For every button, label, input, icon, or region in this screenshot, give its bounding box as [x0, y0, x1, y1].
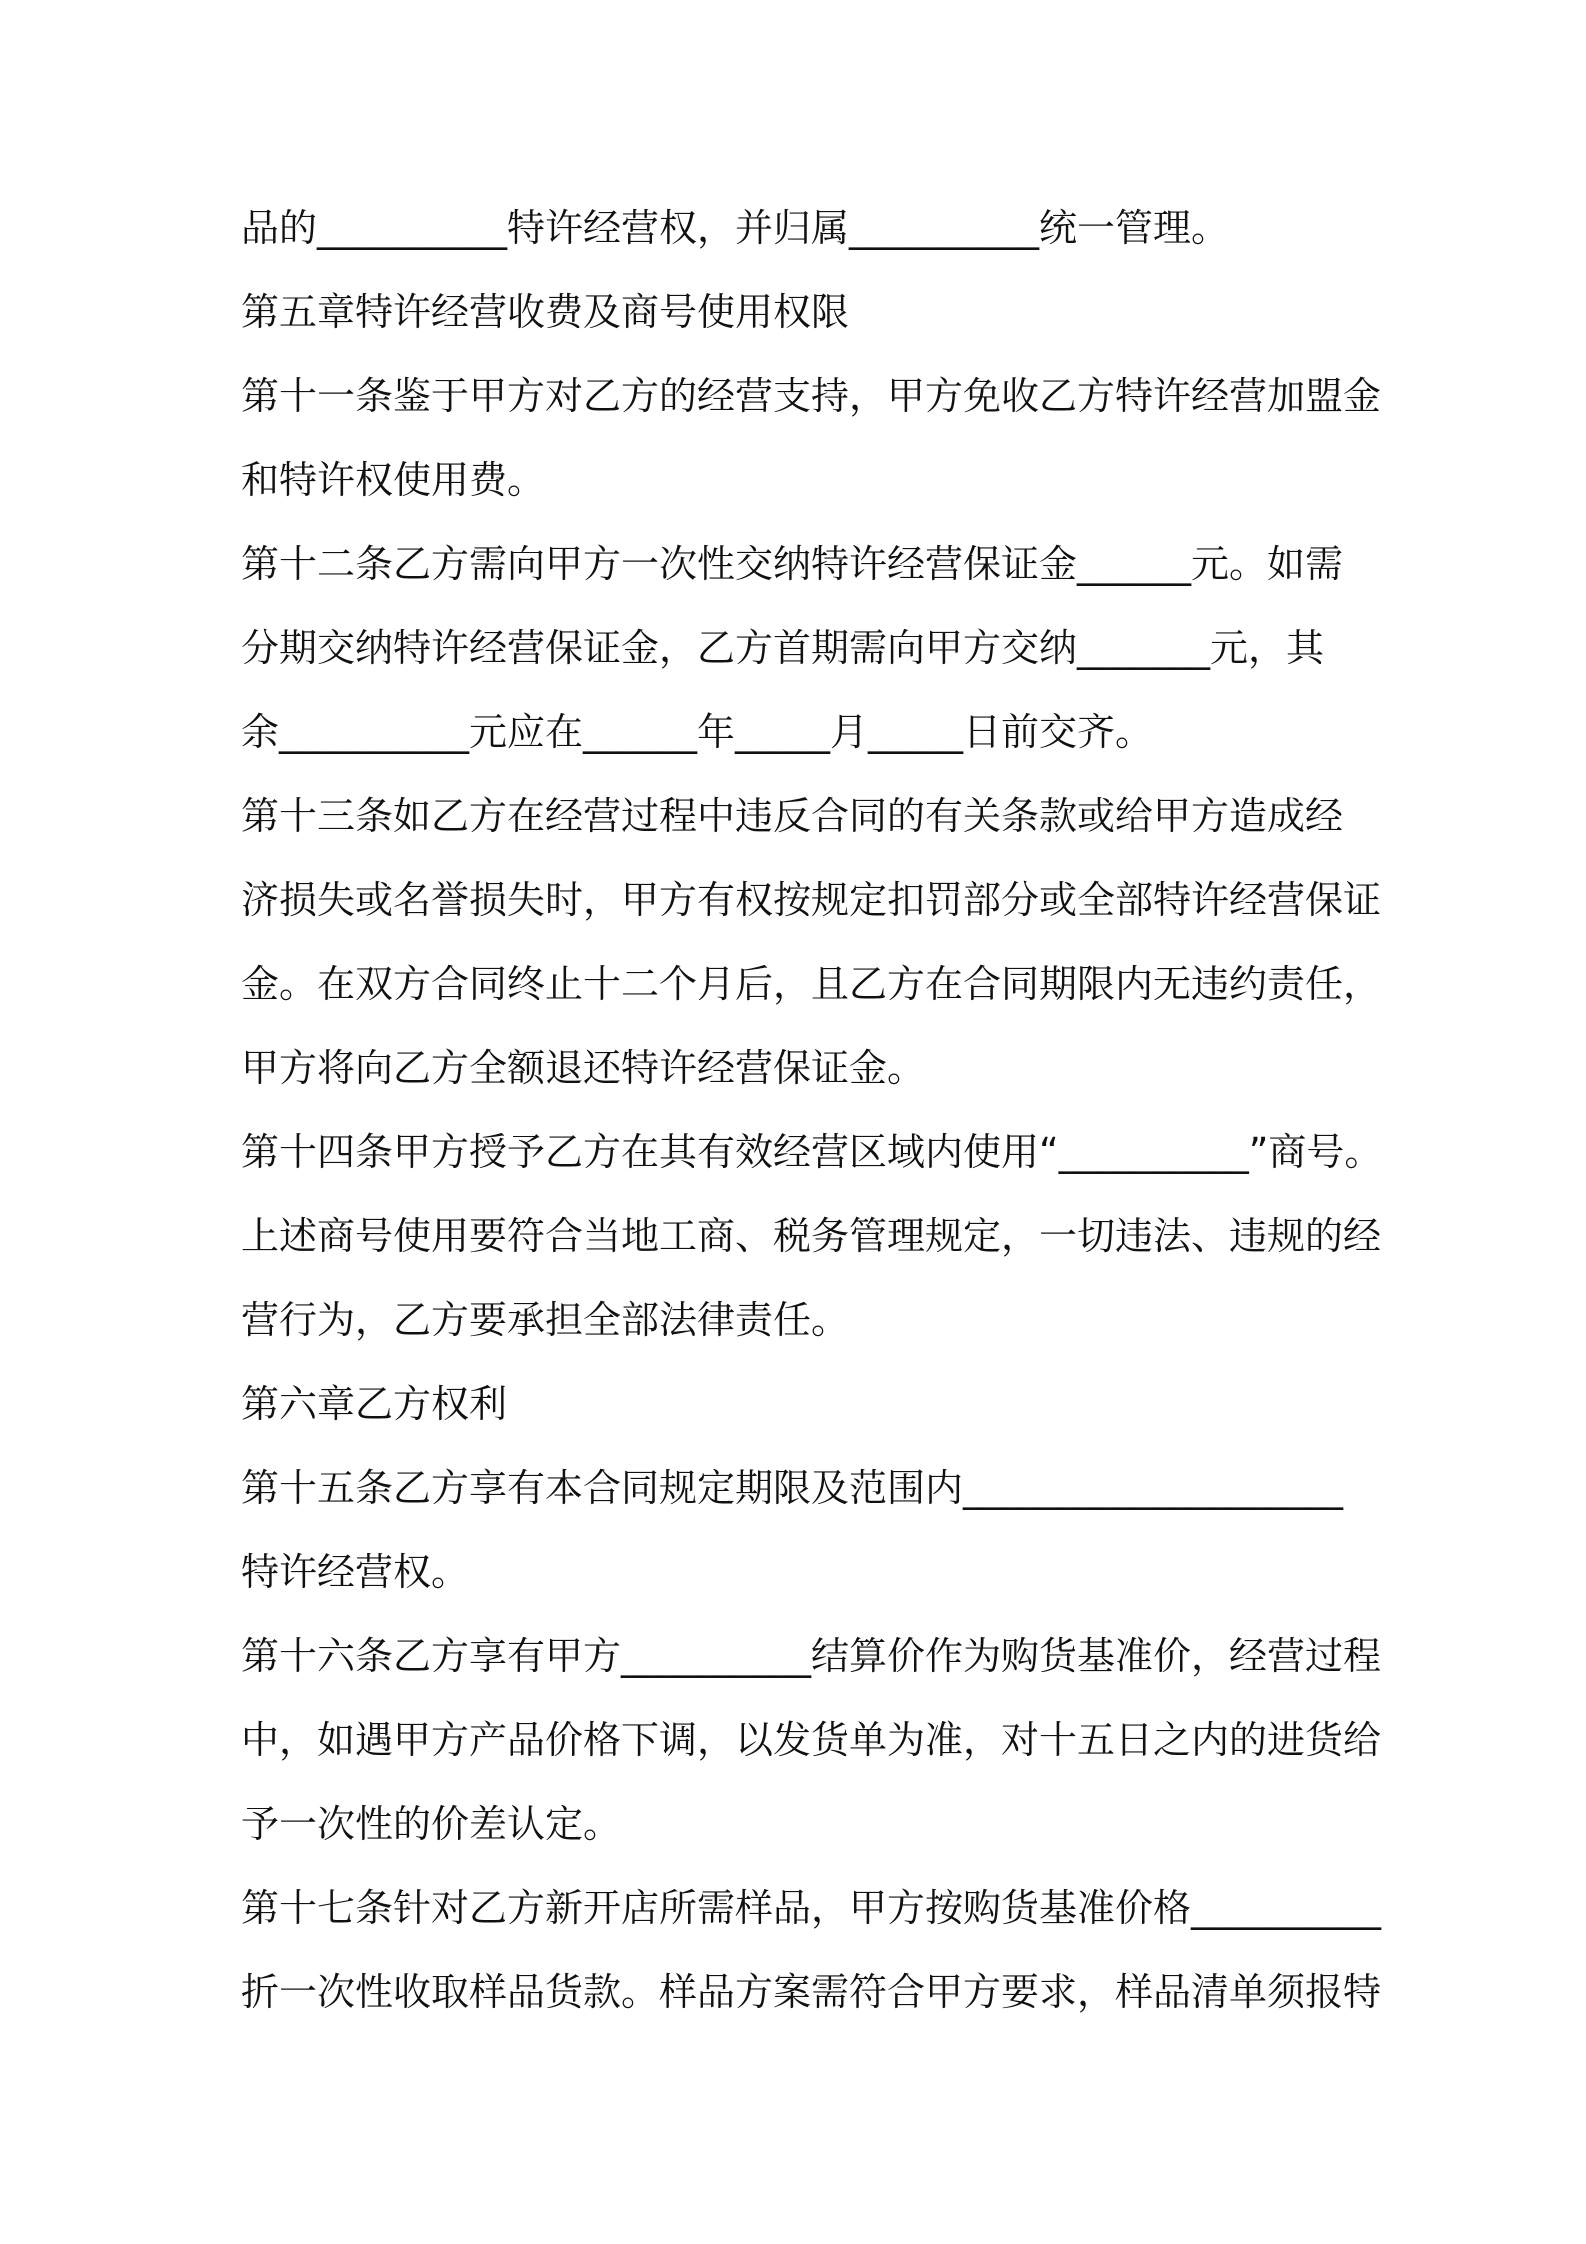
text-line: 余__________元应在______年_____月_____日前交齐。 [241, 710, 1154, 754]
text-line: 第十七条针对乙方新开店所需样品，甲方按购货基准价格__________ [241, 1886, 1382, 1930]
text-line: 品的__________特许经营权，并归属__________统一管理。 [241, 206, 1230, 250]
text-line: 予一次性的价差认定。 [241, 1802, 622, 1846]
text-line: 上述商号使用要符合当地工商、税务管理规定，一切违法、违规的经 [241, 1214, 1382, 1258]
text-line: 第十三条如乙方在经营过程中违反合同的有关条款或给甲方造成经 [241, 794, 1344, 838]
text-line: 折一次性收取样品货款。样品方案需符合甲方要求，样品清单须报特 [241, 1970, 1382, 2014]
text-line: 济损失或名誉损失时，甲方有权按规定扣罚部分或全部特许经营保证 [241, 878, 1382, 922]
chapter-heading: 第六章乙方权利 [241, 1382, 508, 1426]
text-line: 甲方将向乙方全额退还特许经营保证金。 [241, 1046, 926, 1090]
text-line: 特许经营权。 [241, 1550, 470, 1594]
text-line: 和特许权使用费。 [241, 458, 546, 502]
text-line: 第十五条乙方享有本合同规定期限及范围内____________________ [241, 1466, 1344, 1510]
text-line: 金。在双方合同终止十二个月后，且乙方在合同期限内无违约责任， [241, 962, 1382, 1006]
text-line: 第十二条乙方需向甲方一次性交纳特许经营保证金______元。如需 [241, 542, 1344, 586]
text-line: 第十一条鉴于甲方对乙方的经营支持，甲方免收乙方特许经营加盟金 [241, 374, 1382, 418]
text-line: 第十四条甲方授予乙方在其有效经营区域内使用“__________”商号。 [241, 1130, 1383, 1174]
text-line: 分期交纳特许经营保证金，乙方首期需向甲方交纳_______元，其 [241, 626, 1325, 670]
text-line: 营行为，乙方要承担全部法律责任。 [241, 1298, 850, 1342]
text-line: 第十六条乙方享有甲方__________结算价作为购货基准价，经营过程 [241, 1634, 1382, 1678]
chapter-heading: 第五章特许经营收费及商号使用权限 [241, 290, 850, 334]
text-line: 中，如遇甲方产品价格下调，以发货单为准，对十五日之内的进货给 [241, 1718, 1382, 1762]
